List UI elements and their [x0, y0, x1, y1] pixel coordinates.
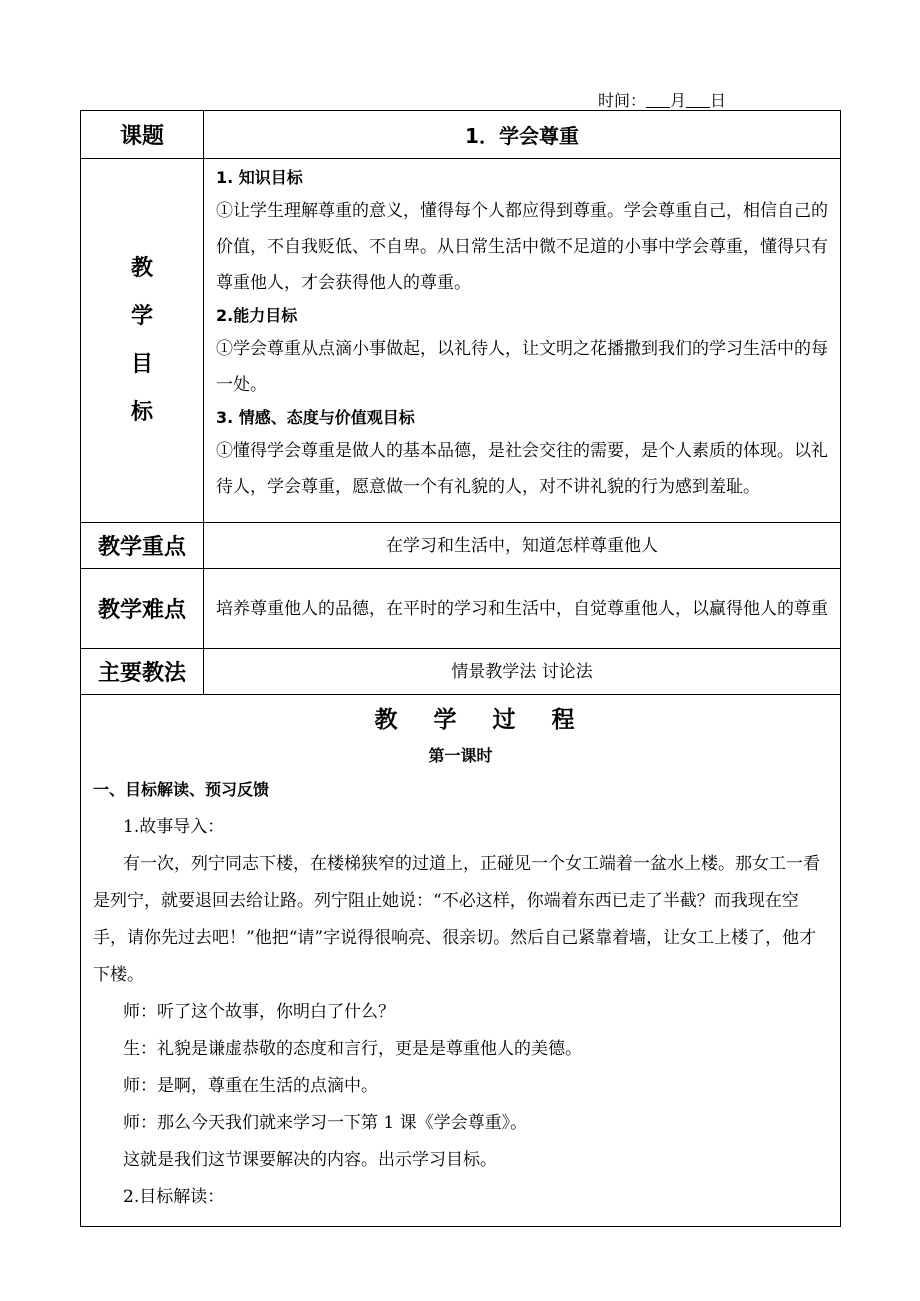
dialog-line: 师：听了这个故事，你明白了什么？ — [123, 1002, 395, 1022]
step-objective-reading: 2.目标解读： — [123, 1187, 225, 1207]
objective-heading-values: 3. 情感、态度与价值观目标 — [216, 408, 415, 427]
dialog-line: 这就是我们这节课要解决的内容。出示学习目标。 — [123, 1150, 497, 1170]
process-row — [81, 695, 841, 1227]
objective-text-values: ①懂得学会尊重是做人的基本品德，是社会交往的需要，是个人素质的体现。以礼待人，学会尊重，愿意做一个有礼貌的人，对不讲礼貌的行为感到羞耻。 — [216, 441, 828, 497]
key-point-text: 在学习和生活中，知道怎样尊重他人 — [204, 523, 841, 569]
process-content — [81, 695, 841, 1227]
story-paragraph: 有一次，列宁同志下楼，在楼梯狭窄的过道上，正碰见一个女工端着一盆水上楼。那女工一看是列宁，就要退回去给让路。列宁阻止她说：“不必这样，你端着东西已走了半截？而我现在空手，请你先过去吧！”他把“请”字说得很响亮、很亲切。然后自己紧靠着墙，让女工上楼了，他才下楼。 — [93, 854, 820, 985]
objective-heading-ability: 2.能力目标 — [216, 306, 298, 325]
lesson-date — [598, 88, 726, 111]
method-label: 主要教法 — [81, 649, 204, 695]
objective-text-ability: ①学会尊重从点滴小事做起，以礼待人，让文明之花播撒到我们的学习生活中的每一处。 — [216, 339, 828, 395]
method-row — [81, 649, 841, 695]
lesson-plan-table — [80, 110, 841, 1227]
date-label: 时间： — [598, 91, 647, 110]
month-label: 月 — [670, 91, 687, 110]
objective-text-knowledge: ①让学生理解尊重的意义，懂得每个人都应得到尊重。学会尊重自己，相信自己的价值，不自我贬低、不自卑。从日常生活中微不足道的小事中学会尊重，懂得只有尊重他人，才会获得他人的尊重。 — [216, 201, 828, 293]
topic-row — [81, 111, 841, 159]
day-label: 日 — [710, 91, 727, 110]
difficulty-label: 教学难点 — [81, 569, 204, 649]
objectives-label: 教 学 目 标 — [81, 159, 204, 523]
topic-title: 1．学会尊重 — [204, 111, 841, 159]
method-text: 情景教学法 讨论法 — [204, 649, 841, 695]
objectives-content — [204, 159, 841, 523]
dialog-line: 生：礼貌是谦虚恭敬的态度和言行，更是是尊重他人的美德。 — [123, 1039, 582, 1059]
key-point-label: 教学重点 — [81, 523, 204, 569]
dialog-line: 师：是啊，尊重在生活的点滴中。 — [123, 1076, 378, 1096]
objectives-row — [81, 159, 841, 523]
key-point-row — [81, 523, 841, 569]
topic-label: 课题 — [81, 111, 204, 159]
difficulty-row — [81, 569, 841, 649]
day-blank — [686, 93, 710, 108]
period-title: 第一课时 — [428, 746, 493, 765]
difficulty-text: 培养尊重他人的品德，在平时的学习和生活中，自觉尊重他人，以赢得他人的尊重 — [204, 569, 841, 649]
dialog-line: 师：那么今天我们就来学习一下第 1 课《学会尊重》。 — [123, 1113, 528, 1133]
month-blank — [646, 93, 670, 108]
section-heading: 一、目标解读、预习反馈 — [93, 780, 270, 799]
objective-heading-knowledge: 1. 知识目标 — [216, 168, 303, 187]
process-title: 教学过程 — [374, 707, 611, 733]
step-story-intro: 1.故事导入： — [123, 817, 225, 837]
